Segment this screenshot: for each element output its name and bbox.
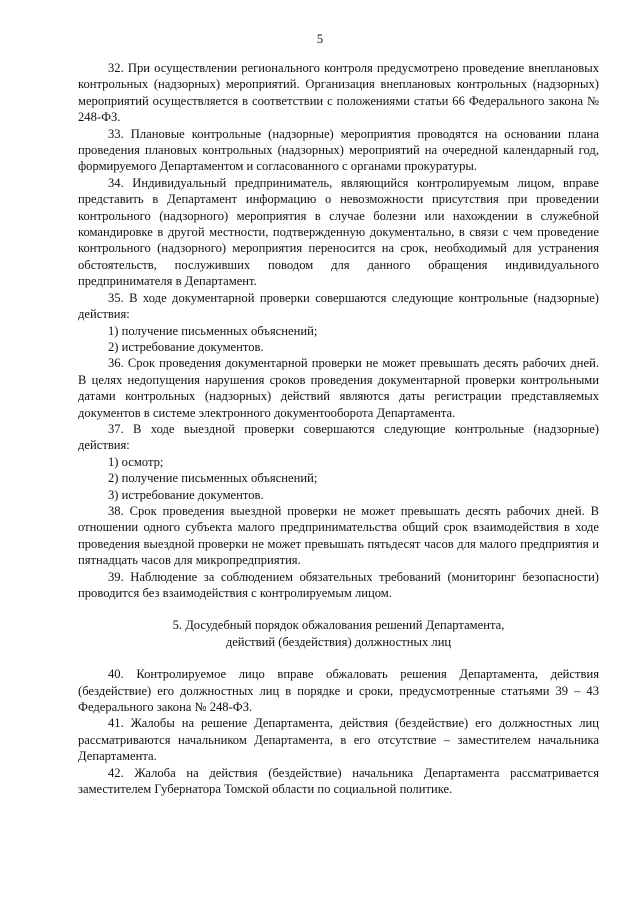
section-title xyxy=(78,617,599,650)
paragraph-35: 35. В ходе документарной проверки совершаются следующие контрольные (надзорные) действия: xyxy=(78,290,599,322)
paragraph-36: 36. Срок проведения документарной проверки не может превышать десять рабочих дней. В целях недопущения нарушения сроков проведения документарной проверки контрольными датами контрольных (надзорных) действий являются даты регистрации представляемых документов в системе электронного документооборота Департамента. xyxy=(78,356,599,420)
blocks-after xyxy=(78,666,599,797)
paragraph-32: 32. При осуществлении регионального контроля предусмотрено проведение внеплановых контрольных (надзорных) мероприятий. Организация внеплановых контрольных (надзорных) мероприятий осуществляется в соответствии с положениями статьи 66 Федерального закона № 248-ФЗ. xyxy=(78,61,599,125)
list-item: 2) истребование документов. xyxy=(108,339,264,354)
blocks-before xyxy=(78,60,599,601)
paragraph-38: 38. Срок проведения выездной проверки не может превышать десять рабочих дней. В отношении одного субъекта малого предпринимательства общий срок взаимодействия в ходе проведения выездной проверки не может превышать пятьдесят часов для малого предприятия и пятнадцать часов для микропредприятия. xyxy=(78,503,599,568)
paragraph-39: 39. Наблюдение за соблюдением обязательных требований (мониторинг безопасности) проводится без взаимодействия с контролируемым лицом. xyxy=(78,569,599,600)
list-item: 1) получение письменных объяснений; xyxy=(108,323,318,338)
paragraph-40: 40. Контролируемое лицо вправе обжаловать решения Департамента, действия (бездействие) его должностных лиц в порядке и сроки, предусмотренные статьями 39 – 43 Федерального закона № 248-ФЗ. xyxy=(78,667,599,715)
section-title-line-1: 5. Досудебный порядок обжалования решений Департамента, xyxy=(172,618,505,633)
list-item: 2) получение письменных объяснений; xyxy=(108,471,318,486)
list-item: 3) истребование документов. xyxy=(108,487,264,502)
paragraph-42: 42. Жалоба на действия (бездействие) начальника Департамента рассматривается заместителем Губернатора Томской области по социальной политике. xyxy=(78,765,599,797)
page-number: 5 xyxy=(316,32,324,46)
section-title-line-2: действий (бездействия) должностных лиц xyxy=(225,634,452,649)
document-body xyxy=(78,60,599,797)
paragraph-34: 34. Индивидуальный предприниматель, являющийся контролируемым лицом, вправе представить в Департамент информацию о невозможности присутствия при проведении контрольного (надзорного) мероприятия в случае болезни или нахождении в служебной командировке в другой местности, подтвержденную документально, в связи с чем проведение контрольного (надзорного) мероприятия переносится на срок, необходимый для устранения обстоятельств, послуживших поводом для данного обращения индивидуального предпринимателя в Департамент. xyxy=(78,175,599,289)
paragraph-41: 41. Жалобы на решение Департамента, действия (бездействие) его должностных лиц рассматриваются начальником Департамента, в его отсутствие – заместителем начальника Департамента. xyxy=(78,716,599,764)
list-item: 1) осмотр; xyxy=(108,454,164,469)
paragraph-37: 37. В ходе выездной проверки совершаются следующие контрольные (надзорные) действия: xyxy=(78,421,599,453)
paragraph-33: 33. Плановые контрольные (надзорные) мероприятия проводятся на основании плана проведения плановых контрольных (надзорных) мероприятий на очередной календарный год, формируемого Департаментом и согласованного с органами прокуратуры. xyxy=(78,126,599,174)
